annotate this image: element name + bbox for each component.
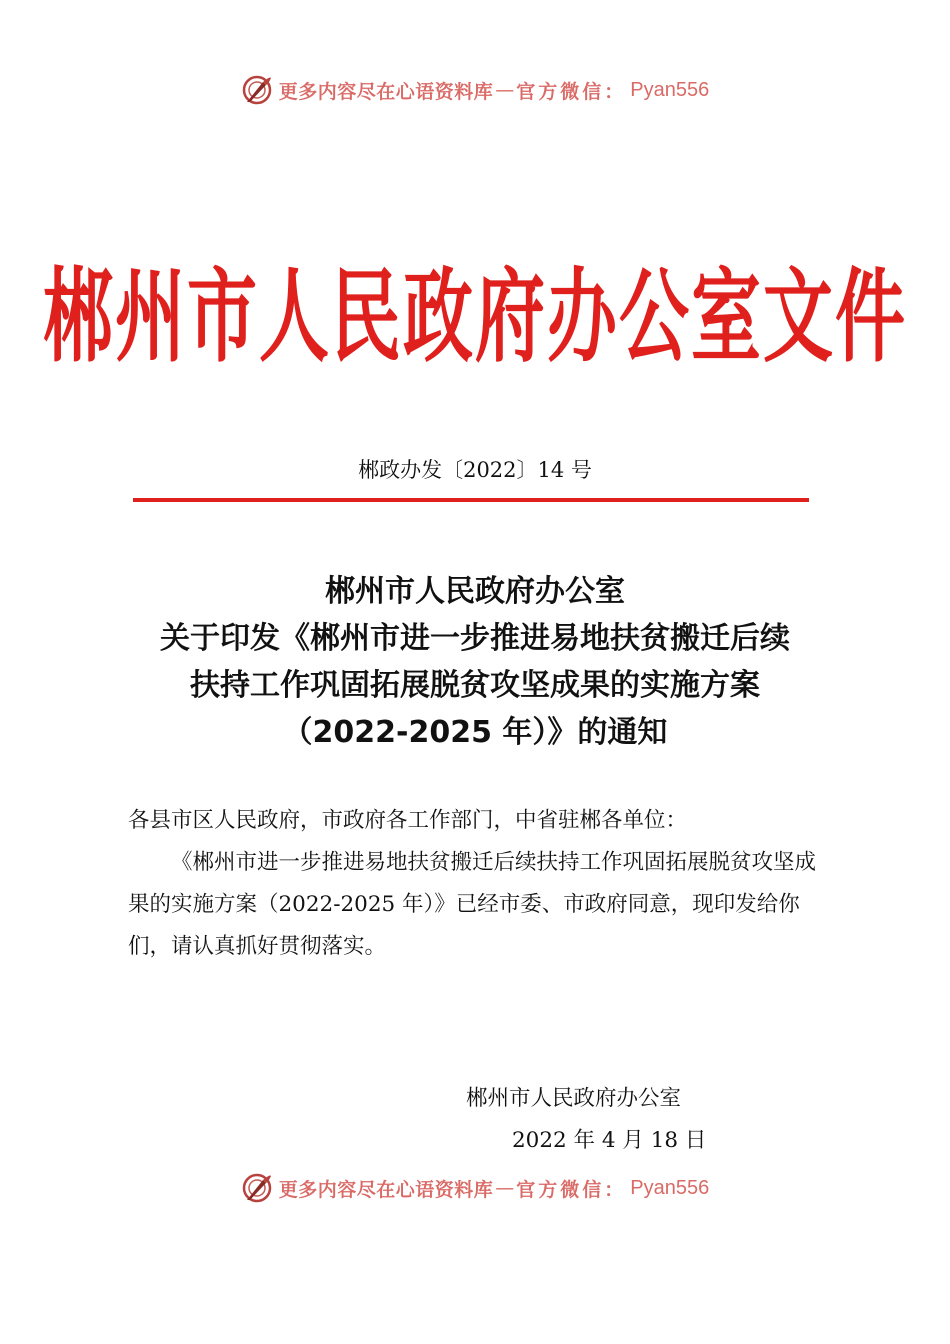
banner-dash: —	[495, 79, 515, 101]
wechat-id: Pyan556	[630, 1176, 710, 1199]
official-wechat-label: 官方微信：	[516, 1178, 627, 1201]
notice-heading	[0, 568, 950, 756]
body-paragraph: 《郴州市进一步推进易地扶贫搬迁后续扶持工作巩固拓展脱贫攻坚成果的实施方案（2022-2025 年）》已经市委、市政府同意，现印发给你们，请认真抓好贯彻落实。	[128, 850, 817, 959]
issue-date: 2022 年 4 月 18 日	[512, 1128, 707, 1153]
heading-line-2: 关于印发《郴州市进一步推进易地扶贫搬迁后续	[160, 621, 790, 656]
heading-line-3: 扶持工作巩固拓展脱贫攻坚成果的实施方案	[190, 668, 760, 703]
promo-text: 更多内容尽在心语资料库	[278, 1178, 494, 1201]
salutation: 各县市区人民政府，市政府各工作部门，中省驻郴各单位：	[128, 808, 688, 833]
quill-logo-icon	[241, 74, 273, 106]
heading-line-4: （2022-2025 年）》的通知	[282, 715, 668, 750]
document-header-title: 郴州市人民政府办公室文件	[43, 257, 907, 377]
banner-dash: —	[495, 1177, 515, 1199]
signature-block	[466, 1078, 706, 1162]
quill-logo-icon	[241, 1172, 273, 1204]
header-banner	[0, 74, 950, 106]
promo-text: 更多内容尽在心语资料库	[278, 80, 494, 103]
heading-line-1: 郴州市人民政府办公室	[325, 574, 625, 609]
red-divider	[133, 498, 809, 502]
issuer-name: 郴州市人民政府办公室	[466, 1086, 682, 1111]
wechat-id: Pyan556	[630, 78, 710, 101]
official-wechat-label: 官方微信：	[516, 80, 627, 103]
notice-body	[128, 800, 828, 968]
footer-banner	[0, 1172, 950, 1204]
document-number: 郴政办发〔2022〕14 号	[358, 458, 592, 482]
